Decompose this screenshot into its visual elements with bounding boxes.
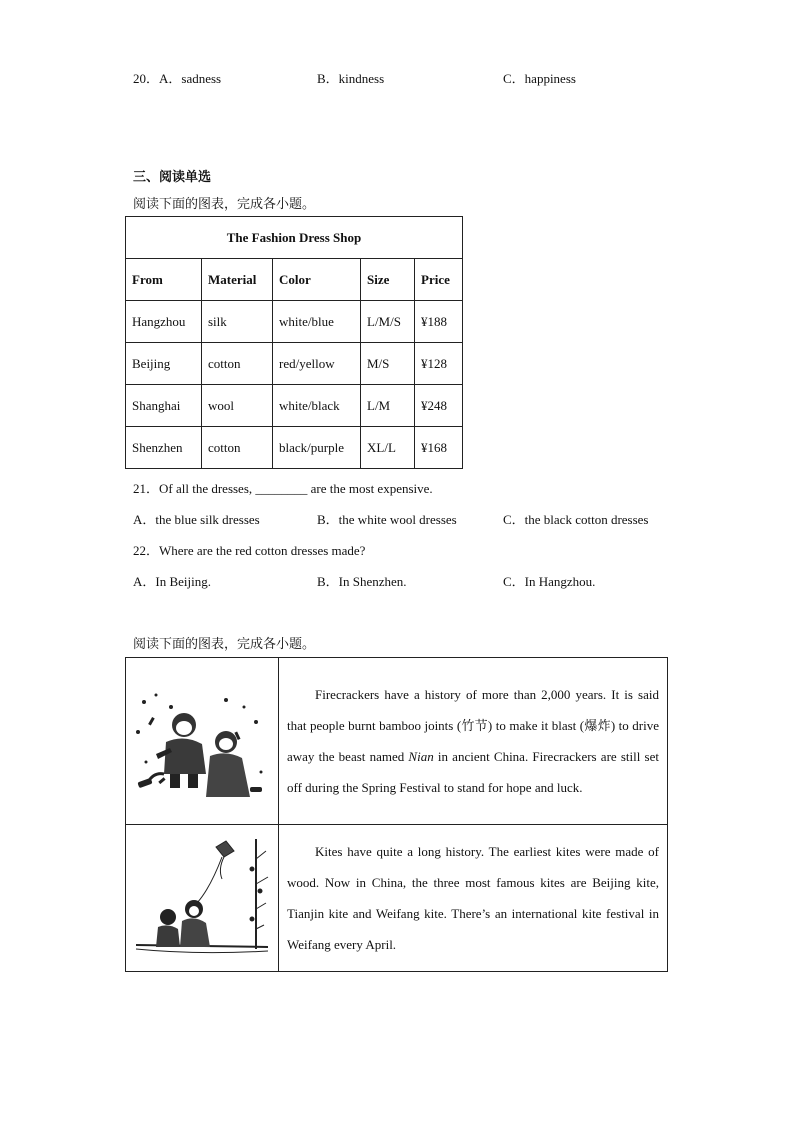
- table-cell: cotton: [202, 427, 273, 469]
- q21-stem: 21．Of all the dresses, ________ are the most expensive.: [133, 481, 433, 496]
- firecracker-illustration: [126, 658, 279, 825]
- q22-stem: 22．Where are the red cotton dresses made?: [133, 543, 366, 558]
- table-header-row: [126, 259, 463, 301]
- firecracker-image: [126, 662, 278, 816]
- q22-option-b: B．In Shenzhen.: [317, 574, 407, 589]
- header-cell: Price: [415, 259, 463, 301]
- table-row: [126, 658, 668, 825]
- kite-image: [126, 829, 278, 963]
- table-cell: ¥248: [415, 385, 463, 427]
- table-cell: white/blue: [273, 301, 361, 343]
- table-row: [126, 301, 463, 343]
- table-cell: M/S: [361, 343, 415, 385]
- table-row: [126, 427, 463, 469]
- table-cell: wool: [202, 385, 273, 427]
- table-cell: ¥168: [415, 427, 463, 469]
- table-cell: Beijing: [126, 343, 202, 385]
- table-row: [126, 343, 463, 385]
- table-cell: Hangzhou: [126, 301, 202, 343]
- table-cell: Shanghai: [126, 385, 202, 427]
- q22-option-c: C．In Hangzhou.: [503, 574, 596, 589]
- table-cell: XL/L: [361, 427, 415, 469]
- nian-italic: Nian: [408, 749, 434, 764]
- table-cell: ¥188: [415, 301, 463, 343]
- table-cell: white/black: [273, 385, 361, 427]
- table-row: [126, 385, 463, 427]
- kite-illustration: [126, 825, 279, 972]
- table-cell: red/yellow: [273, 343, 361, 385]
- q20-option-b: B．kindness: [317, 71, 385, 86]
- header-cell: Material: [202, 259, 273, 301]
- q21-option-c: C．the black cotton dresses: [503, 512, 649, 527]
- q21-option-a: A．the blue silk dresses: [133, 512, 260, 527]
- table-cell: L/M/S: [361, 301, 415, 343]
- q22-option-a: A．In Beijing.: [133, 574, 211, 589]
- header-cell: From: [126, 259, 202, 301]
- table-row: [126, 825, 668, 972]
- shop-table-title: The Fashion Dress Shop: [126, 217, 463, 259]
- table-cell: ¥128: [415, 343, 463, 385]
- table-cell: cotton: [202, 343, 273, 385]
- q20-option-c: C．happiness: [503, 71, 576, 86]
- passages-table: [125, 657, 668, 972]
- header-cell: Color: [273, 259, 361, 301]
- section-title: 三、阅读单选: [133, 169, 212, 184]
- instruction-2: 阅读下面的图表，完成各小题。: [133, 636, 316, 651]
- shop-table: [125, 216, 463, 469]
- q20-option-a: 20．A．sadness: [133, 71, 222, 86]
- table-cell: L/M: [361, 385, 415, 427]
- table-cell: Shenzhen: [126, 427, 202, 469]
- q21-option-b: B．the white wool dresses: [317, 512, 457, 527]
- table-cell: silk: [202, 301, 273, 343]
- answer-blank[interactable]: ________: [255, 481, 308, 496]
- table-cell: black/purple: [273, 427, 361, 469]
- header-cell: Size: [361, 259, 415, 301]
- instruction-1: 阅读下面的图表，完成各小题。: [133, 196, 316, 211]
- firecracker-passage: Firecrackers have a history of more than 2,000 years. It is said that people burnt bamboo joints (竹节) to make it blast (爆炸) to drive away the beast named Nian in ancient China. Firecrackers are still set off during the Spring Festival to stand for hope and luck.: [279, 658, 668, 825]
- kite-passage: Kites have quite a long history. The earliest kites were made of wood. Now in China, the three most famous kites are Beijing kite, Tianjin kite and Weifang kite. There’s an international kite festival in Weifang every April.: [279, 825, 668, 972]
